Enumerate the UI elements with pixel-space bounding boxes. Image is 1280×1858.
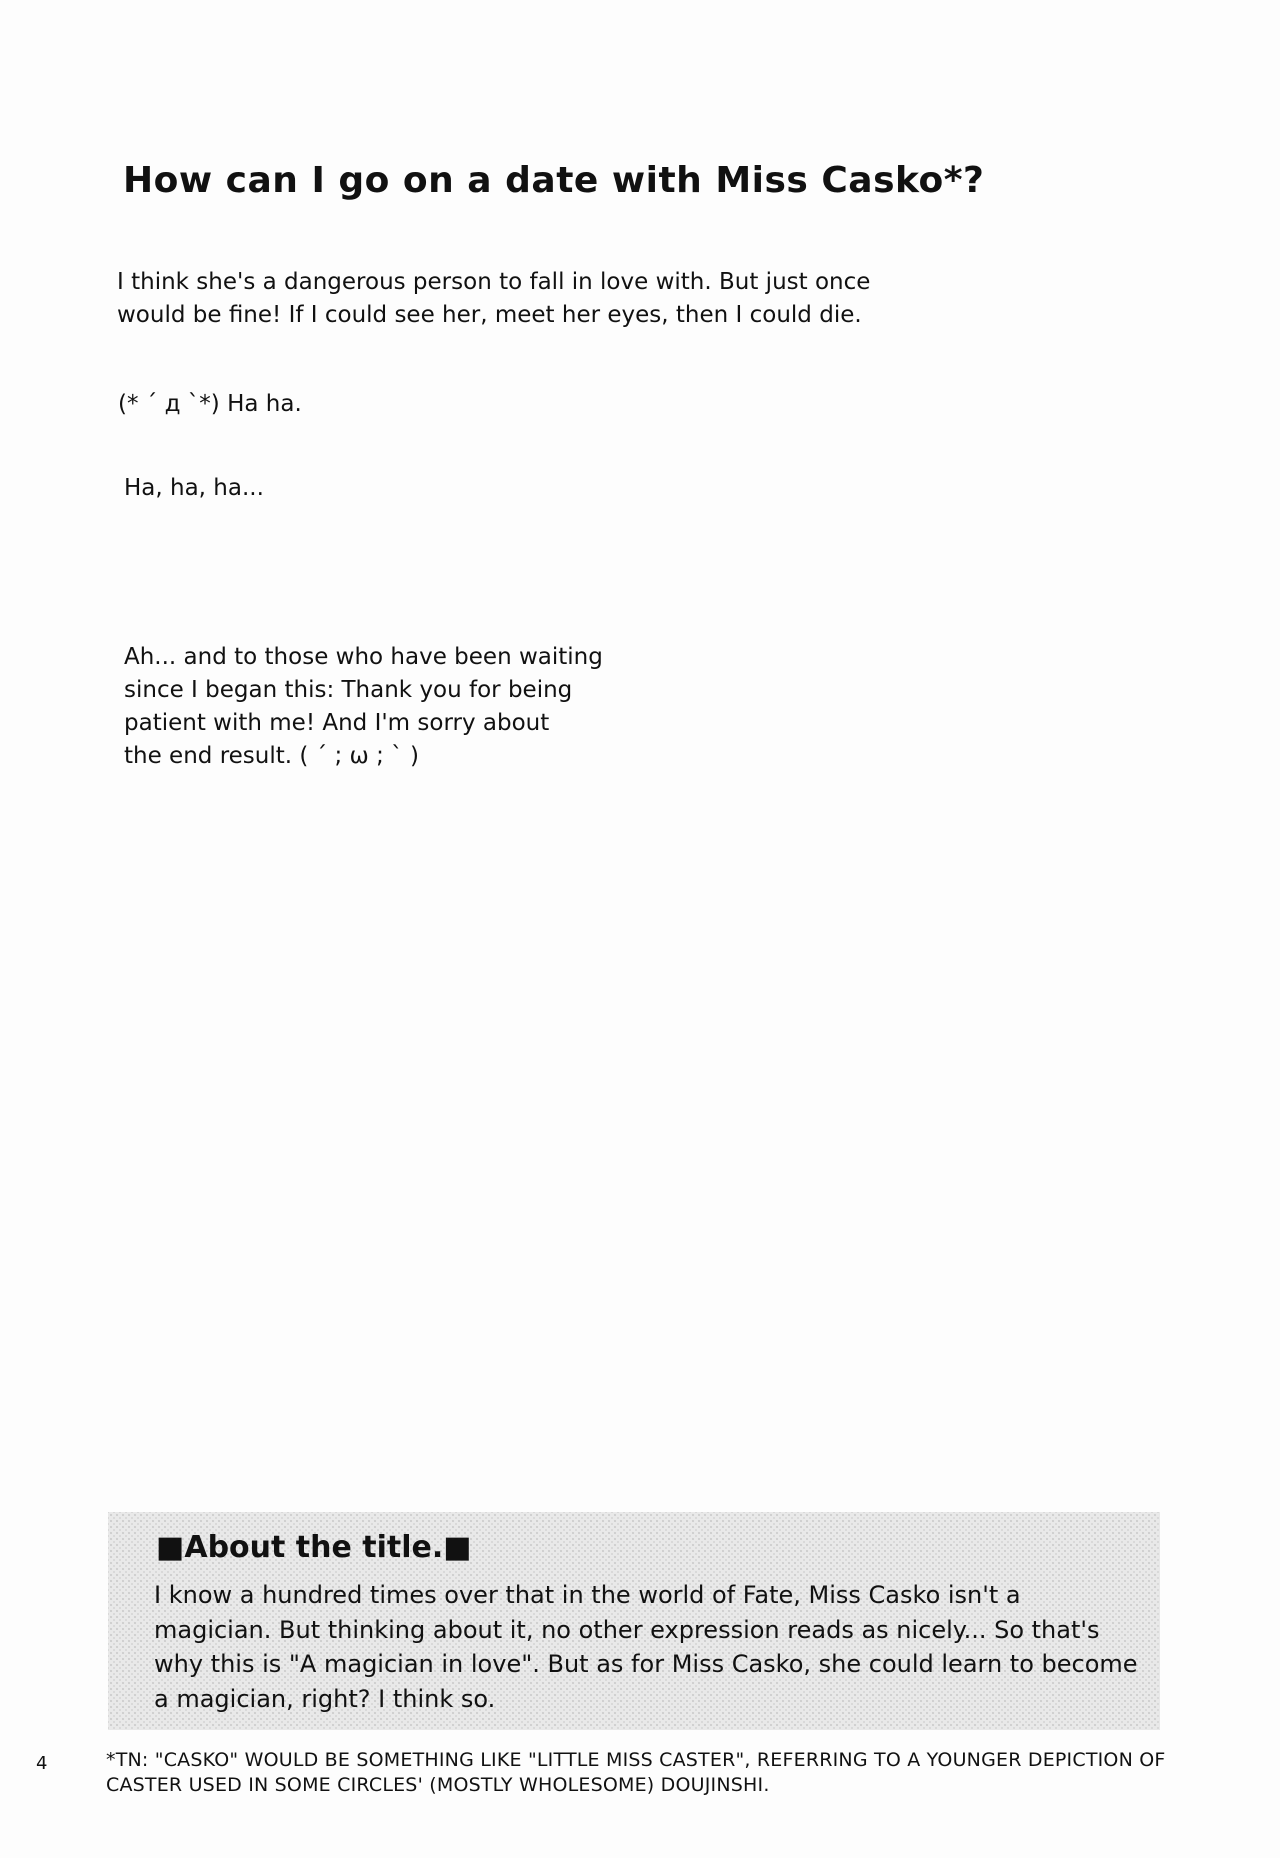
translator-footnote: *TN: "CASKO" WOULD BE SOMETHING LIKE "LITTLE MISS CASTER", REFERRING TO A YOUNGER DEPICTION OF CASTER USED IN SOME CIRCLES' (MOSTLY WHOLESOME) DOUJINSHI.: [106, 1749, 1166, 1796]
note-body: I know a hundred times over that in the world of Fate, Miss Casko isn't a magician. But thinking about it, no other expression reads as nicely... So that's why this is "A magician in love". But as for Miss Casko, she could learn to become a magician, right? I think so.: [154, 1581, 1138, 1713]
note-heading: ■About the title.■: [156, 1530, 472, 1565]
paragraph-ha-ha: Ha, ha, ha...: [124, 475, 264, 501]
paragraph-intro: I think she's a dangerous person to fall in love with. But just once would be fine! If I could see her, meet her eyes, then I could die.: [117, 269, 871, 328]
about-title-note-box: [108, 1512, 1160, 1730]
page-number: 4: [36, 1753, 48, 1774]
paragraph-thanks: Ah... and to those who have been waiting since I began this: Thank you for being patient with me! And I'm sorry about the end result. ( ´ ; ω ; ` ): [124, 644, 603, 769]
page-title: How can I go on a date with Miss Casko*?: [123, 160, 985, 201]
paragraph-emoticon-laugh: (* ´ д `*) Ha ha.: [118, 391, 302, 417]
